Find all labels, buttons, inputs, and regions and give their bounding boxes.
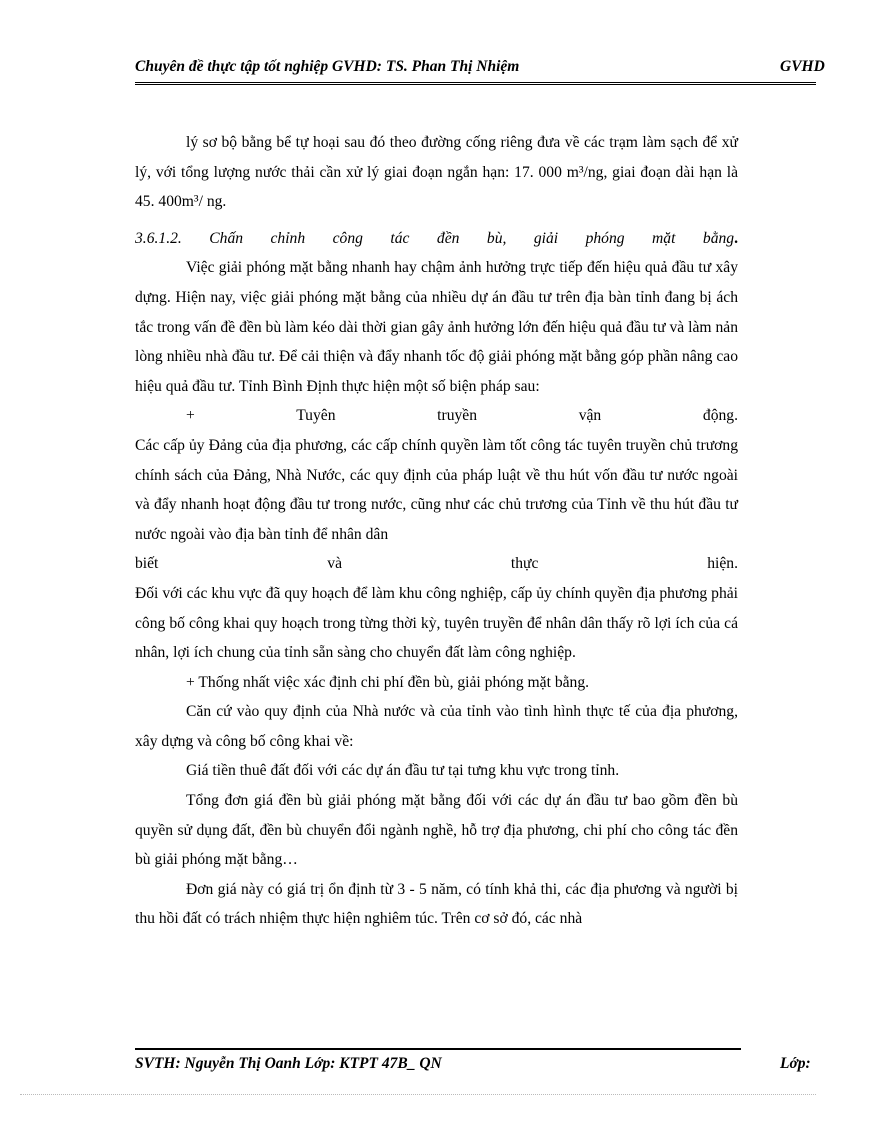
paragraph-sewage: lý sơ bộ bằng bể tự hoại sau đó theo đường cống riêng đưa về các trạm làm sạch để xử lý, với tổng lượng nước thải cần xử lý giai đoạn ngắn hạn: 17. 000 m³/ng, giai đoạn dài hạn là 45. 400m³/ ng. — [135, 134, 738, 211]
footer-rule — [135, 1048, 741, 1050]
footer-left-text: SVTH: Nguyễn Thị Oanh Lớp: KTPT 47B_ QN — [135, 1055, 442, 1072]
page-edge-dotted-line — [20, 1094, 816, 1095]
header-left-text: Chuyên đề thực tập tốt nghiệp GVHD: TS. Phan Thị Nhiệm — [135, 58, 520, 75]
paragraph-party-committees: Các cấp ủy Đảng của địa phương, các cấp chính quyền làm tốt công tác tuyên truyền chủ trương chính sách của Đảng, Nhà Nước, các quy định của pháp luật về thu hút vốn đầu tư nước ngoài và đẩy nhanh hoạt động đầu tư trong nước, cũng như các chủ trương của Tỉnh về thu hút đầu tư nước ngoài vào địa bàn tỉnh để nhân dân — [135, 436, 738, 543]
paragraph-party-committees-end: biết và thực hiện. — [135, 555, 738, 573]
paragraph-site-clearance: Việc giải phóng mặt bằng nhanh hay chậm ảnh hưởng trực tiếp đến hiệu quả đầu tư xây dựng. Hiện nay, việc giải phóng mặt bằng của nhiều dự án đầu tư trên địa bàn tỉnh đang bị ách tắc trong vấn đề đền bù làm kéo dài thời gian gây ảnh hưởng lớn đến hiệu quả đầu tư và làm nản lòng nhiều nhà đầu tư. Để cải thiện và đẩy nhanh tốc độ giải phóng mặt bằng góp phần nâng cao hiệu quả đầu tư. Tỉnh Bình Định thực hiện một số biện pháp sau: — [135, 259, 738, 395]
paragraph-unify-costs: + Thống nhất việc xác định chi phí đền bù, giải phóng mặt bằng. — [186, 673, 590, 691]
paragraph-land-rent: Giá tiền thuê đất đối với các dự án đầu tư tại tưng khu vực trong tỉnh. — [186, 762, 620, 780]
paragraph-compensation-price: Tổng đơn giá đền bù giải phóng mặt bằng đối với các dự án đầu tư bao gồm đền bù quyền sử dụng đất, đền bù chuyển đổi ngành nghề, hỗ trợ địa phương, chi phí cho công tác đền bù giải phóng mặt bằng… — [135, 792, 738, 869]
body-text — [135, 128, 738, 934]
page-header — [135, 58, 895, 76]
page-footer — [135, 1055, 895, 1073]
paragraph-industrial-zones: Đối với các khu vực đã quy hoạch để làm khu công nghiệp, cấp ủy chính quyền địa phương phải công bố công khai quy hoạch trong từng thời kỳ, tuyên truyền để nhân dân thấy rõ lợi ích của cá nhân, lợi ích chung của tỉnh sẵn sàng cho chuyển đất làm công nghiệp. — [135, 584, 738, 662]
section-heading-text: 3.6.1.2. Chấn chỉnh công tác đền bù, giải phóng mặt bằng — [135, 229, 735, 247]
paragraph-price-stability: Đơn giá này có giá trị ổn định từ 3 - 5 năm, có tính khả thi, các địa phương và người bị thu hồi đất có trách nhiệm thực hiện nghiêm túc. Trên cơ sở đó, các nhà — [135, 880, 738, 928]
footer-right-text: Lớp: — [780, 1055, 811, 1072]
section-heading-dot: . — [734, 229, 738, 247]
header-right-text: GVHD — [780, 58, 825, 75]
header-rule — [135, 82, 816, 85]
paragraph-propaganda-title: + Tuyên truyền vận động. — [186, 407, 738, 425]
paragraph-regulations: Căn cứ vào quy định của Nhà nước và của tỉnh vào tình hình thực tế của địa phương, xây dựng và công bố công khai về: — [135, 703, 738, 750]
section-heading — [135, 224, 738, 254]
